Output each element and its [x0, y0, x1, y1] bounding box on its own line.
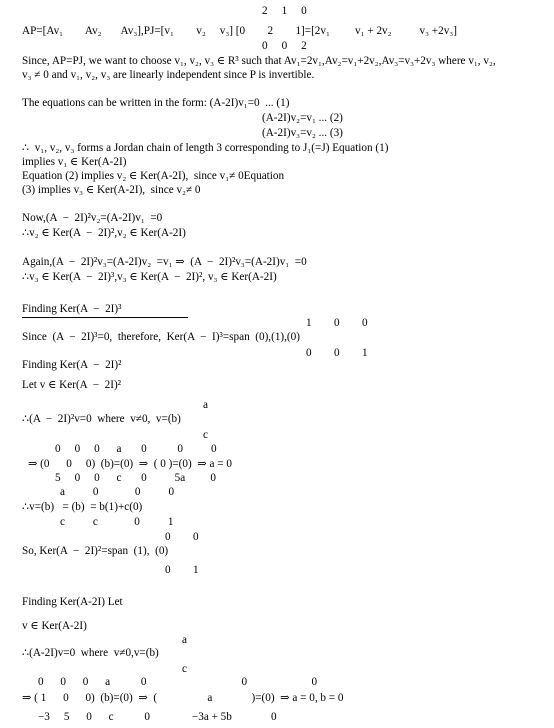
- text-line: ∴v=(b) = (b) = b(1)+c(0): [22, 501, 143, 513]
- text-line: The equations can be written in the form: (A-2I)v₁=0 ... (1): [22, 97, 290, 109]
- text-line: Since (A − 2I)³=0, therefore, Ker(A − I)³=span (0),(1),(0): [22, 331, 300, 343]
- text-line: Let v ∈ Ker(A − 2I)²: [22, 379, 122, 391]
- text-line: c: [182, 663, 187, 675]
- text-line: Finding Ker(A − 2I)³: [22, 303, 122, 315]
- text-line: 0 0 2: [262, 40, 307, 52]
- text-line: a: [203, 399, 208, 411]
- text-line: Equation (2) implies v₂ ∈ Ker(A-2I), since v₁≠ 0Equation: [22, 170, 285, 182]
- text-line: ∴(A − 2I)²v=0 where v≠0, v=(b): [22, 413, 181, 425]
- text-line: 0 0 0 a 0 0 0: [38, 676, 318, 688]
- text-line: implies v₁ ∈ Ker(A-2I): [22, 156, 127, 168]
- heading-underline: [22, 317, 188, 318]
- text-line: 0 0 0 a 0 0 0: [55, 443, 217, 455]
- text-line: a: [182, 634, 187, 646]
- text-line: (A-2I)v₂=v₁ ... (2): [262, 112, 343, 124]
- text-line: v ∈ Ker(A-2I): [22, 620, 87, 632]
- text-line: Again,(A − 2I)²v₃=(A-2I)v₂ =v₁ ⇒ (A − 2I)²v₃=(A-2I)v₁ =0: [22, 256, 307, 268]
- text-line: c c 0 1: [60, 516, 174, 528]
- text-line: c: [203, 429, 208, 441]
- text-line: ∴v₃ ∈ Ker(A − 2I)³,v₃ ∈ Ker(A − 2I)², v₃ ∈ Ker(A-2I): [22, 271, 277, 283]
- text-line: (A-2I)v₃=v₂ ... (3): [262, 127, 343, 139]
- text-line: ⇒ ( 1 0 0) (b)=(0) ⇒ ( a )=(0) ⇒ a = 0, b = 0: [22, 692, 344, 704]
- text-line: 2 1 0: [262, 5, 307, 17]
- text-line: −3 5 0 c 0 −3a + 5b 0: [38, 711, 277, 723]
- text-line: AP=[Av₁ Av₂ Av₃],PJ=[v₁ v₂ v₃] [0 2 1]=[2v₁ v₁ + 2v₂ v₃ +2v₃]: [22, 25, 457, 37]
- text-line: ∴v₂ ∈ Ker(A − 2I)²,v₂ ∈ Ker(A-2I): [22, 227, 186, 239]
- text-line: v₃ ≠ 0 and v₁, v₂, v₃ are linearly independent since P is invertible.: [22, 69, 315, 81]
- text-line: ⇒ (0 0 0) (b)=(0) ⇒ ( 0 )=(0) ⇒ a = 0: [28, 458, 232, 470]
- text-line: a 0 0 0: [60, 486, 175, 498]
- text-line: 0 0 1: [306, 347, 368, 359]
- text-line: 0 1: [165, 564, 199, 576]
- text-line: 1 0 0: [306, 317, 368, 329]
- text-line: Finding Ker(A-2I) Let: [22, 596, 123, 608]
- text-line: 0 0: [165, 531, 199, 543]
- text-line: ∴ v₁, v₂, v₃ forms a Jordan chain of length 3 corresponding to J₁(=J) Equation (1): [22, 142, 389, 154]
- text-line: Since, AP=PJ, we want to choose v₁, v₂, v₃ ∈ R³ such that Av₁=2v₁,Av₂=v₁+2v₂,Av₃=v₃+2v₃ where v₁, v₂,: [22, 55, 496, 67]
- text-line: (3) implies v₃ ∈ Ker(A-2I), since v₂≠ 0: [22, 184, 201, 196]
- text-line: 5 0 0 c 0 5a 0: [55, 472, 216, 484]
- text-line: Now,(A − 2I)²v₂=(A-2I)v₁ =0: [22, 212, 163, 224]
- text-line: Finding Ker(A − 2I)²: [22, 359, 122, 371]
- text-line: So, Ker(A − 2I)²=span (1), (0): [22, 545, 169, 557]
- text-line: ∴(A-2I)v=0 where v≠0,v=(b): [22, 647, 159, 659]
